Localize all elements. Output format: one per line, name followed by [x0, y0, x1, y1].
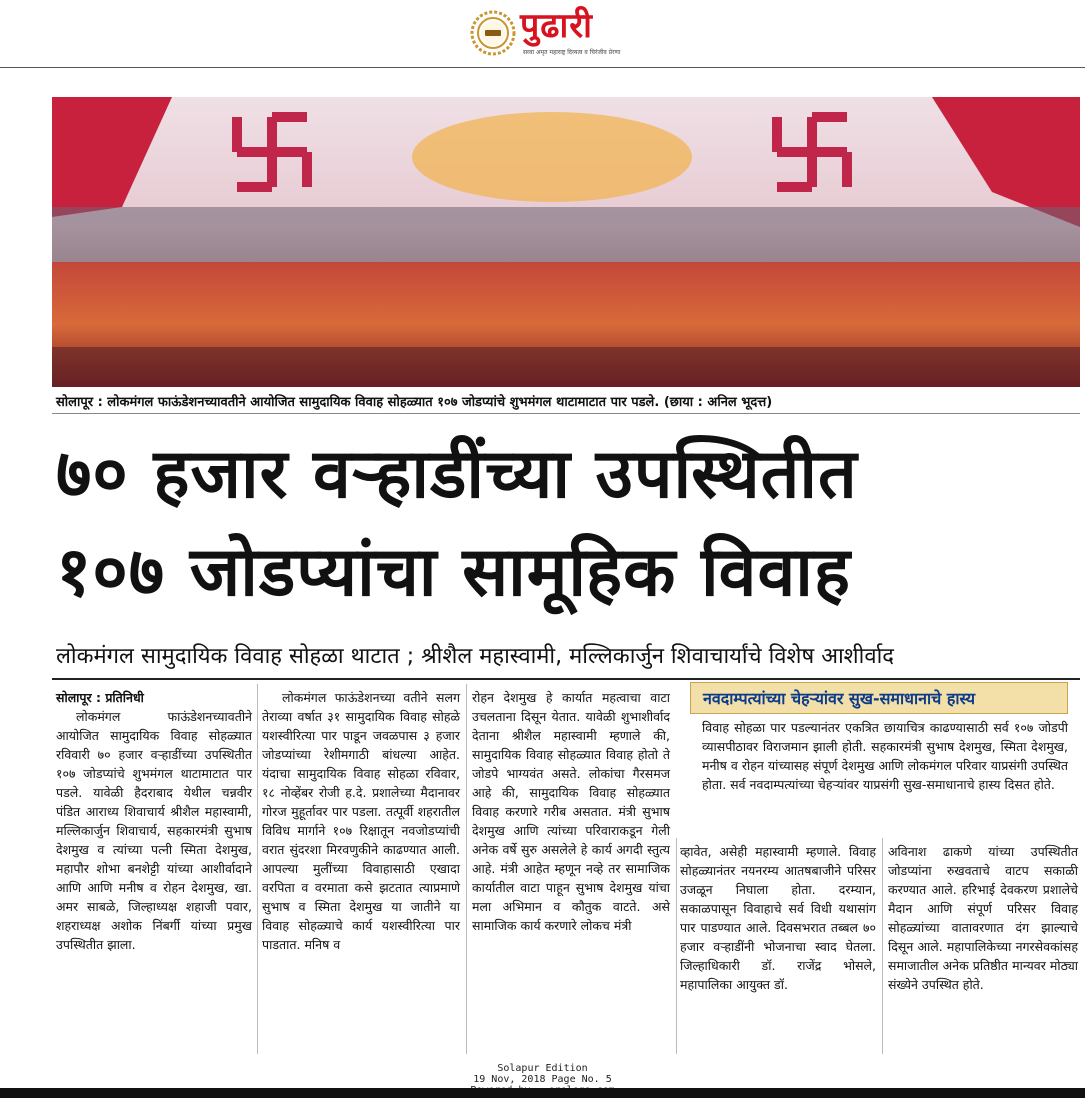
article-column-5: [888, 842, 1078, 994]
column-divider: [882, 838, 883, 1054]
sidebar-text: विवाह सोहळा पार पडल्यानंतर एकत्रित छायाचित्र काढण्यासाठी सर्व १०७ जोडपी व्यासपीठावर विराजमान झाली होती. सहकारमंत्री सुभाष देशमुख, स्मिता देशमुख, मनीष व रोहन यांच्यासह संपूर्ण देशमुख आणि लोकमंगल परिवार याप्रसंगी उपस्थित होता. सर्व नवदाम्पत्यांच्या चेहऱ्यांवर याप्रसंगी सुख-समाधानाचे हास्य दिसत होते.: [702, 720, 1068, 792]
column-text: अविनाश ढाकणे यांच्या उपस्थितीत जोडप्यांना रुखवताचे वाटप सकाळी करण्यात आले. हरिभाई देवकरण प्रशालेचे मैदान आणि संपूर्ण परिसर विवाह सोहळ्यांच्या वातावरणात दंग झाल्याचे दिसून आले. महापालिकेच्या नगरसेवकांसह समाजातील अनेक प्रतिष्ठीत मान्यवर मोठ्या संख्येने उपस्थित होते.: [888, 844, 1078, 992]
sidebar-title: नवदाम्पत्यांच्या चेहऱ्यांवर सुख-समाधानाचे हास्य: [703, 689, 975, 708]
edition-label: Solapur Edition: [497, 1063, 588, 1074]
dateline: सोलापूर : प्रतिनिधी: [56, 690, 144, 705]
brand-tagline: सव्वा अमृत महाराष्ट्र दिव्यत्व व चिरंजीव प्रेरणा: [523, 49, 621, 56]
wedding-ceremony-photo: [52, 97, 1080, 387]
headline-line-1: ७० हजार वऱ्हाडींच्या उपस्थितीत: [56, 435, 858, 514]
newspaper-emblem-icon: [470, 10, 516, 56]
brand-name: पुढारी: [520, 6, 593, 46]
subheadline: लोकमंगल सामुदायिक विवाह सोहळा थाटात ; श्रीशैल महास्वामी, मल्लिकार्जुन शिवाचार्यांचे विशेष आशीर्वाद: [56, 644, 894, 669]
column-text: रोहन देशमुख हे कार्यात महत्वाचा वाटा उचलताना दिसून येतात. यावेळी शुभाशीर्वाद देताना श्रीशैल महास्वामी म्हणाले की, सामुदायिक विवाह सोहळ्यात विवाह होतो ते जोडपे भाग्यवंत असते. लोकांचा गैरसमज आहे की, सामुदायिक विवाह सोहळ्यात विवाह करणारे गरीब असतात. मंत्री सुभाष देशमुख आणि त्यांच्या परिवाराकडून गेली अनेक वर्षे सुरु असलेले हे कार्य अगदी स्तुत्य आहे. मंत्री आहेत म्हणून नव्हे तर सामाजिक कार्यातील वाटा पाहून सुभाष देशमुख यांचा मला अभिमान व कौतुक वाटते. असे सामाजिक कार्य करणारे लोकच मंत्री: [472, 690, 670, 933]
headline-line-2: १०७ जोडप्यांचा सामूहिक विवाह: [56, 533, 851, 612]
article-column-3: [472, 688, 670, 935]
sidebar-box: [684, 680, 1080, 834]
caption-divider: [52, 413, 1080, 414]
article-column-1: [56, 688, 252, 954]
photo-caption: सोलापूर : लोकमंगल फाऊंडेशनच्यावतीने आयोजित सामुदायिक विवाह सोहळ्यात १०७ जोडप्यांचे शुभमंगल थाटामाटात पार पडले. (छाया : अनिल भूदत्त): [56, 395, 773, 410]
column-divider: [676, 838, 677, 1054]
date-page-label: 19 Nov, 2018 Page No. 5: [473, 1074, 612, 1085]
column-text: लोकमंगल फाऊंडेशनच्या वतीने सलग तेराव्या वर्षात ३१ सामुदायिक विवाह सोहळे यशस्वीरित्या पार पाडून जवळपास ३ हजार जोडप्यांच्या रेशीमगाठी बांधल्या आहेत. यंदाचा सामुदायिक विवाह सोहळा रविवार, १८ नोव्हेंबर रोजी ह.दे. प्रशालेच्या मैदानावर गोरज मुहूर्तावर पार पडला. तत्पूर्वी शहरातील विविध मार्गाने १०७ रिक्षातून नवजोडप्यांची वरात सुंदरशा मिरवणुकीने काढण्यात आली. आपल्या मुलींच्या विवाहासाठी एखादा वरपिता व वरमाता कसे झटतात त्याप्रमाणे सुभाष व स्मिता देशमुख या जातीने या विवाह सोहळ्याचे कार्य यशस्वीरित्या पार पाडतात. मनिष व: [262, 690, 460, 952]
sidebar-title-bar: [690, 682, 1068, 714]
news-photo: [52, 97, 1080, 387]
bottom-bar: [0, 1088, 1085, 1098]
masthead-divider: [0, 67, 1085, 68]
column-text: व्हावेत, असेही महास्वामी म्हणाले. विवाह सोहळ्यानंतर नयनरम्य आतषबाजीने परिसर उजळून निघाला होता. दरम्यान, सकाळपासून विवाहाचे सर्व विधी यथासांग पार पाडण्यात आले. दिवसभरात तब्बल ७० हजार वऱ्हाडींनी भोजनाचा स्वाद घेतला. जिल्हाधिकारी डॉ. राजेंद्र भोसले, महापालिका आयुक्त डॉ.: [680, 844, 876, 992]
column-divider: [257, 684, 258, 1054]
article-column-4: [680, 842, 876, 994]
column-divider: [466, 684, 467, 1054]
masthead: [0, 0, 1085, 66]
column-text: लोकमंगल फाऊंडेशनच्यावतीने आयोजित सामुदायिक विवाह सोहळ्यात रविवारी ७० हजार वऱ्हाडींच्या उपस्थितीत १०७ जोडप्यांचे शुभमंगल थाटामाटात पार पडले. यावेळी हैदराबाद येथील चन्नवीर पंडित आराध्य शिवाचार्य श्रीशैल महास्वामी, मल्लिकार्जुन शिवाचार्य, सहकारमंत्री सुभाष देशमुख व त्यांच्या पत्नी स्मिता देशमुख, महापौर शोभा बनशेट्टी यांच्या आशीर्वादाने आणि आणि मनीष व रोहन देशमुख, खा. अमर साबळे, जिल्हाध्यक्ष शहाजी पवार, शहराध्यक्ष अशोक निंबर्गी यांच्या प्रमुख उपस्थितीत झाला.: [56, 709, 252, 952]
article-column-2: [262, 688, 460, 954]
